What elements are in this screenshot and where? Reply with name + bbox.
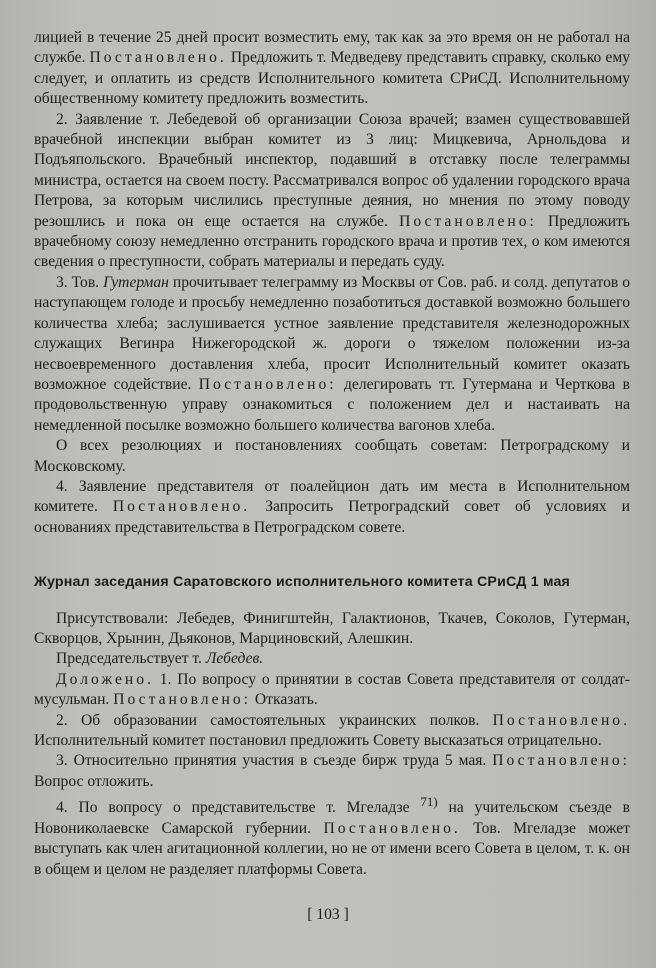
resolution-keyword: Постановлено: <box>492 752 630 770</box>
resolution-keyword: Постановлено: <box>113 691 251 709</box>
section-heading: Журнал заседания Саратовского исполнительного комитета СРиСД 1 мая <box>34 574 571 591</box>
person-name: Лебедев. <box>205 650 264 668</box>
resolution-keyword: Постановлено. <box>492 711 630 729</box>
section-spacer <box>34 593 630 609</box>
resolution-item-3: 3. Относительно принятия участия в съезде бирж труда 5 мая. Постановлено: Вопрос отложить. <box>34 752 630 790</box>
paragraph-compensation: лицией в течение 25 дней просит возместить ему, так как за это время он не работал на службе. Постановлено. Предложить т. Медведеву представить справку, сколько ему следует, и оплатить из средств Исполнительного комитета СРиСД. Исполнительному общественному комитету предложить возместить. <box>34 29 630 108</box>
attendees-list: Присутствовали: Лебедев, Финигштейн, Галактионов, Ткачев, Соколов, Гутерман, Скворцов, Хрынин, Дьяконов, Марциновский, Алешкин. <box>34 609 630 647</box>
resolution-keyword: Постановлено. <box>323 819 461 837</box>
person-name: Гутерман <box>103 273 169 291</box>
footnote-marker: 71) <box>420 794 438 810</box>
resolution-keyword: Постановлено: <box>399 212 537 230</box>
paragraph-notify-soviets: О всех резолюциях и постановлениях сообщать советам: Петроградскому и Московскому. <box>34 437 630 475</box>
chairman-line: Председательствует т. Лебедев. <box>56 650 264 668</box>
paragraph-moscow-telegram: 3. Тов. Гутерман прочитывает телеграмму из Москвы от Сов. раб. и солд. депутатов о наступающем голоде и просьбу немедленно позаботиться доставкой возможно большего количества хлеба; заслушивается устное заявление представителя железнодорожных служащих Вегинра Нижегородской ж. дороги о тяжелом положении из-за несвоевременного доставления хлеба, просит Исполнительный комитет оказать возможное содействие. Постановлено: делегировать тт. Гутермана и Черткова в продовольственную управу ознакомиться с положением дел и настаивать на немедленной посылке возможно большего количества вагонов хлеба. <box>34 273 631 434</box>
paragraph-poale-zion: 4. Заявление представителя от поалейцион дать им места в Исполнительном комитете. Постановлено. Запросить Петроградский совет об условиях и основаниях представительства в Петроградском совете. <box>34 477 630 536</box>
resolution-keyword: Постановлено: <box>198 375 337 393</box>
section-spacer <box>34 538 630 572</box>
resolution-item-1: Доложено. 1. По вопросу о принятии в состав Совета представителя от солдат-мусульман. Постановлено: Отказать. <box>34 670 630 709</box>
resolution-keyword: Постановлено. <box>89 49 227 67</box>
reported-keyword: Доложено. <box>56 670 154 688</box>
resolution-item-2: 2. Об образовании самостоятельных украинских полков. Постановлено. Исполнительный комитет постановил предложить Совету высказаться отрицательно. <box>34 711 630 749</box>
document-body <box>34 28 630 880</box>
page-number: [ 103 ] <box>307 906 349 923</box>
paragraph-doctors-union: 2. Заявление т. Лебедевой об организации Союза врачей; взамен существовавшей врачебной инспекции выбран комитет из 3 лиц: Мицкевича, Арнольдова и Подъяпольского. Врачебный инспектор, подавший в отставку после телеграммы министра, остается на своем посту. Рассматривался вопрос об удалении городского врача Петрова, за которым числились преступные деяния, но мнения по этому поводу резошлись и пока он еще остается на службе. Постановлено: Предложить врачебному союзу немедленно отстранить городского врача и против тех, о ком имеются сведения о преступности, собрать материалы и передать суду. <box>34 110 630 271</box>
resolution-keyword: Постановлено. <box>112 498 251 516</box>
resolution-item-4: 4. По вопросу о представительстве т. Мгеладзе $^{71)}$ на учительском съезде в Новониколаевске Самарской губернии. Постановлено. Тов. Мгеладзе может выступать как член агитационной коллегии, но не от имени всего Совета в целом, т. к. он в общем и целом не разделяет платформы Совета. <box>34 794 630 878</box>
